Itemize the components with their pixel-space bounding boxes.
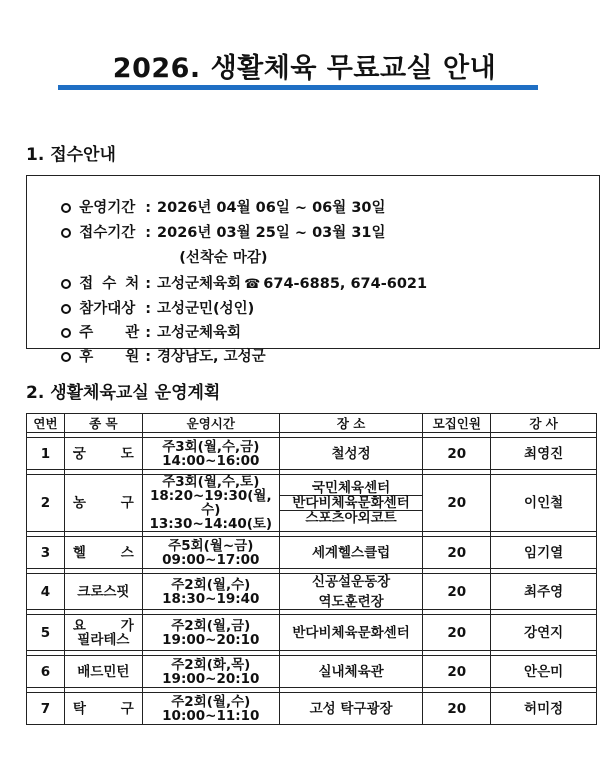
row-instructor: 이인철 [491,475,597,532]
info-row-office: 접 수 처 : 고성군체육회 ☎ 674-6885, 674-6021 [41,256,427,309]
info-row-registration: 접수기간 : 2026년 03월 25일 ~ 03월 31일 [41,205,386,258]
sport-char: 요 [72,617,86,634]
sport-char: 구 [120,495,134,511]
row-time [142,438,279,470]
row-time [142,574,279,610]
row-count: 20 [423,615,491,651]
time-line: 10:00~11:10 [162,707,260,724]
row-instructor: 강연지 [491,615,597,651]
section1-heading: 1. 접수안내 [26,145,116,165]
table-row [27,475,597,532]
row-time [142,693,279,725]
info-row-eligibility: 참가대상 : 고성군민(성인) [41,281,254,334]
page-title: 2026. 생활체육 무료교실 안내 [112,53,497,84]
sport-char: 도 [120,445,134,462]
row-place [279,537,423,569]
time-line: 19:00~20:10 [162,631,260,648]
row-place [279,475,423,532]
row-no: 6 [27,656,65,688]
table-header-row [27,414,597,433]
row-instructor: 안은미 [491,656,597,688]
time-line: 18:20~19:30(월,수) [149,488,272,518]
time-line: 주3회(월,수,금) [162,438,260,455]
row-sport [64,537,142,569]
place-line: 반다비체육문화센터 [292,624,410,641]
sport-line: 배드민턴 [77,663,130,680]
sport-char: 구 [120,700,134,717]
row-place [279,438,423,470]
sport-char: 스 [120,544,134,561]
row-count: 20 [423,475,491,532]
table-row [27,693,597,725]
time-line: 주2회(월,수) [171,576,251,593]
time-line: 주2회(월,금) [171,617,251,634]
row-place [279,574,423,610]
sport-char: 탁 [72,700,86,717]
place-line: 역도훈련장 [318,593,384,610]
bullet-icon [61,228,71,238]
sport-char: 헬 [72,544,86,561]
info-row-sponsor: 후 원 : 경상남도, 고성군 [41,329,266,382]
row-count: 20 [423,537,491,569]
time-line: 13:30~14:40(토) [149,516,273,532]
info-row-period: 운영기간 : 2026년 04월 06일 ~ 06월 30일 [41,180,386,233]
row-instructor: 최영진 [491,438,597,470]
row-instructor: 허미정 [491,693,597,725]
row-time [142,656,279,688]
row-no: 7 [27,693,65,725]
header-no: 연번 [27,414,65,433]
row-count: 20 [423,438,491,470]
row-place [279,615,423,651]
header-place: 장 소 [279,414,423,433]
sport-char: 가 [120,617,134,634]
place-line: 세계헬스클럽 [311,544,391,561]
time-line: 19:00~20:10 [162,670,260,687]
sport-line [65,619,142,633]
table-row [27,574,597,610]
row-count: 20 [423,656,491,688]
time-line: 14:00~16:00 [162,452,260,469]
time-line: 주2회(화,목) [171,656,251,673]
row-count: 20 [423,574,491,610]
sport-char: 농 [72,495,86,511]
reception-info-box [26,175,600,365]
info-row-organizer: 주 관 : 고성군체육회 [41,305,241,358]
bullet-icon [61,352,71,362]
row-no: 2 [27,475,65,532]
place-line: 고성 탁구광장 [309,700,393,717]
row-time [142,615,279,651]
row-place [279,693,423,725]
row-no: 4 [27,574,65,610]
row-no: 5 [27,615,65,651]
time-line: 주2회(월,수) [171,693,251,710]
header-sport: 종 목 [64,414,142,433]
row-instructor: 최주영 [491,574,597,610]
place-line: 국민체육센터 [311,480,391,496]
row-sport [64,693,142,725]
row-no: 3 [27,537,65,569]
header-count: 모집인원 [423,414,491,433]
row-instructor: 임기열 [491,537,597,569]
program-table [26,413,597,725]
row-time [142,475,279,532]
time-line: 주5회(월~금) [168,537,254,554]
sport-line: 필라테스 [77,631,130,648]
row-sport [64,615,142,651]
row-time [142,537,279,569]
time-line: 18:30~19:40 [162,590,260,607]
header-time: 운영시간 [142,414,279,433]
row-sport [64,574,142,610]
row-place [279,656,423,688]
sport-char: 궁 [72,445,86,462]
table-row [27,438,597,470]
title-underline [58,85,538,90]
table-row [27,656,597,688]
place-line: 신공설운동장 [311,573,391,590]
table-row [27,537,597,569]
place-line: 스포츠아외코트 [280,510,423,525]
phone-icon: ☎ [244,277,261,292]
row-count: 20 [423,693,491,725]
place-line: 철성정 [331,445,371,462]
row-sport [64,656,142,688]
section2-heading: 2. 생활체육교실 운영계획 [26,383,221,403]
place-line: 반다비체육문화센터 [280,495,423,510]
header-instructor: 강 사 [491,414,597,433]
place-line: 실내체육관 [318,663,384,680]
row-sport [64,438,142,470]
time-line: 주3회(월,수,토) [162,474,260,490]
sport-line: 크로스핏 [77,583,130,600]
time-line: 09:00~17:00 [162,551,260,568]
table-row [27,615,597,651]
info-row-first-come: (선착순 마감) [179,250,268,266]
row-no: 1 [27,438,65,470]
row-sport [64,475,142,532]
